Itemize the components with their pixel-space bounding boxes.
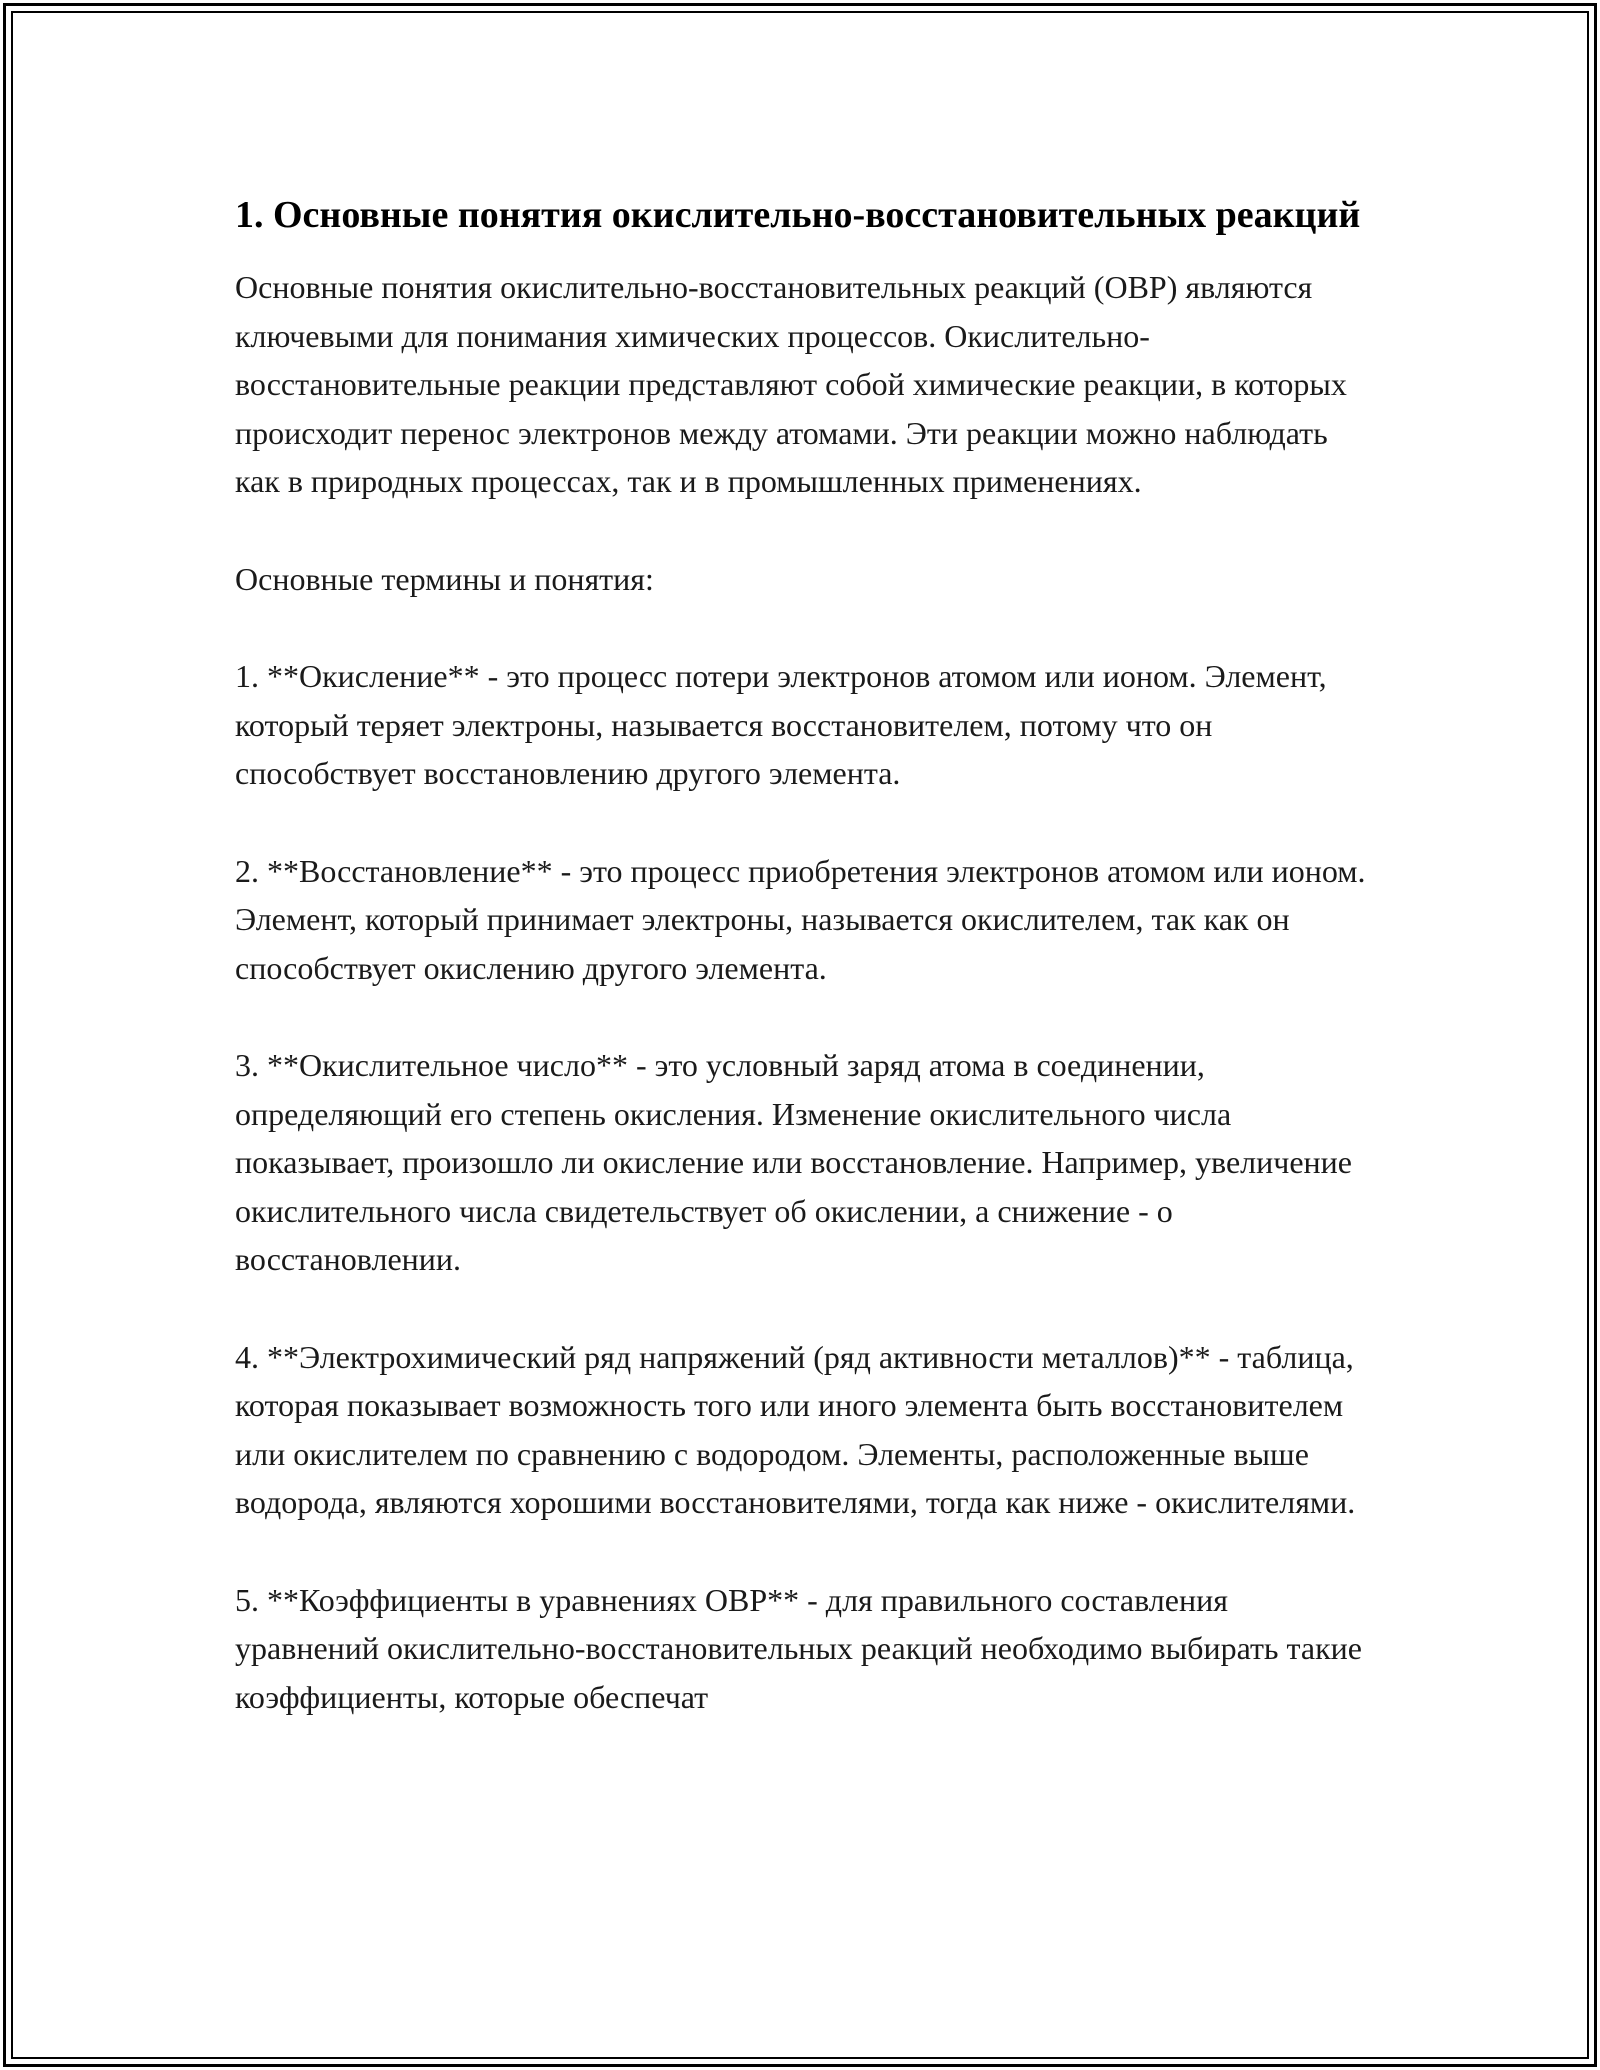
document-content xyxy=(235,188,1375,1721)
list-item-oxidation-number: 3. **Окислительное число** - это условный заряд атома в соединении, определяющий его степень окисления. Изменение окислительного числа показывает, произошло ли окисление или восстановление. Например, увеличение окислительного числа свидетельствует об окислении, а снижение - о восстановлении. xyxy=(235,1047,1352,1277)
list-item-reduction: 2. **Восстановление** - это процесс приобретения электронов атомом или ионом. Элемент, который принимает электроны, называется окислителем, так как он способствует окислению другого элемента. xyxy=(235,852,1366,986)
list-item-oxidation: 1. **Окисление** - это процесс потери электронов атомом или ионом. Элемент, который теряет электроны, называется восстановителем, потому что он способствует восстановлению другого элемента. xyxy=(235,658,1327,791)
list-item-electrochemical-series: 4. **Электрохимический ряд напряжений (ряд активности металлов)** - таблица, которая показывает возможность того или иного элемента быть восстановителем или окислителем по сравнению с водородом. Элементы, расположенные выше водорода, являются хорошими восстановителями, тогда как ниже - окислителями. xyxy=(235,1338,1356,1520)
intro-paragraph: Основные понятия окислительно-восстановительных реакций (ОВР) являются ключевыми для понимания химических процессов. Окислительно-восстановительные реакции представляют собой химические реакции, в которых происходит перенос электронов между атомами. Эти реакции можно наблюдать как в природных процессах, так и в промышленных применениях. xyxy=(235,269,1347,499)
terms-intro: Основные термины и понятия: xyxy=(235,560,654,597)
list-item-coefficients: 5. **Коэффициенты в уравнениях ОВР** - для правильного составления уравнений окислительно-восстановительных реакций необходимо выбирать такие коэффициенты, которые обеспечат xyxy=(235,1581,1362,1715)
section-heading: 1. Основные понятия окислительно-восстановительных реакций xyxy=(235,194,1361,236)
